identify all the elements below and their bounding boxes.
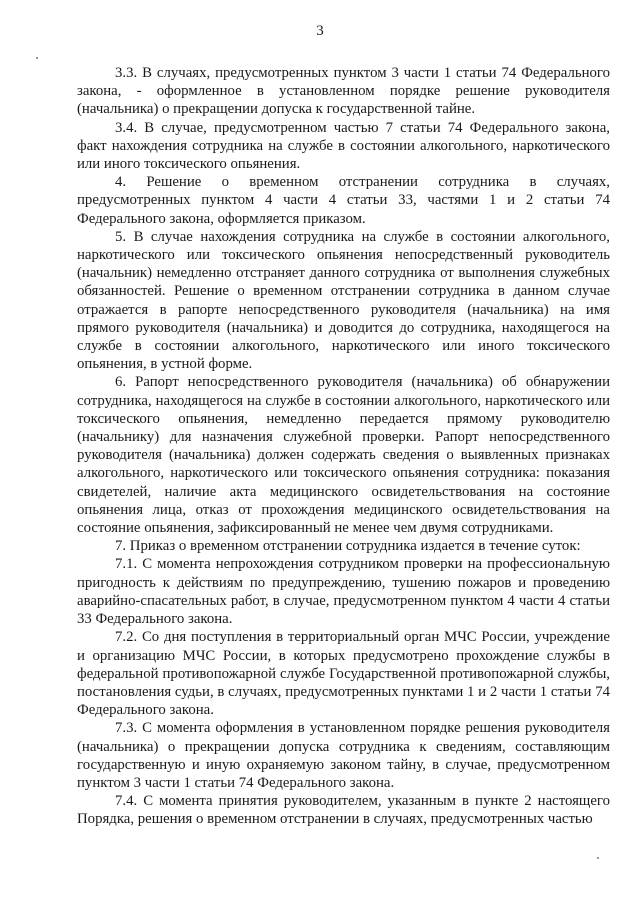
paragraph-4: 4. Решение о временном отстранении сотрудника в случаях, предусмотренных пунктом 4 части 4 статьи 33, частями 1 и 2 статьи 74 Федерального закона, оформляется приказом. [77, 174, 610, 227]
paragraph-7-4: 7.4. С момента принятия руководителем, указанным в пункте 2 настоящего Порядка, решения о временном отстранении в случаях, предусмотренных частью [77, 793, 610, 828]
paragraph-3-4: 3.4. В случае, предусмотренном частью 7 статьи 74 Федерального закона, факт нахождения сотрудника на службе в состоянии алкогольного, наркотического или иного токсического опьянения. [77, 119, 610, 173]
scan-speck [36, 57, 38, 59]
paragraph-5: 5. В случае нахождения сотрудника на службе в состоянии алкогольного, наркотического или токсического опьянения непосредственный руководитель (начальник) немедленно отстраняет данного сотрудника от выполнения служебных обязанностей. Решение о временном отстранении сотрудника в данном случае отражается в рапорте непосредственного руководителя (начальника) на имя прямого руководителя (начальника) и доводится до сотрудника, находящегося на службе в состоянии алкогольного, наркотического или иного токсического опьянения, в устной форме. [77, 228, 610, 373]
scan-speck [597, 857, 599, 859]
page-number: 3 [316, 23, 324, 39]
document-body [77, 64, 610, 829]
paragraph-3-3: 3.3. В случаях, предусмотренных пунктом 3 части 1 статьи 74 Федерального закона, - оформленное в установленном порядке решение руководителя (начальника) о прекращении допуска к государственной тайне. [77, 65, 610, 118]
paragraph-7-2: 7.2. Со дня поступления в территориальный орган МЧС России, учреждение и организацию МЧС России, в которых предусмотрено прохождение службы в федеральной противопожарной службе Государственной противопожарной службы, постановления судьи, в случаях, предусмотренных пунктами 1 и 2 части 1 статьи 74 Федерального закона. [77, 629, 610, 719]
paragraph-7-1: 7.1. С момента непрохождения сотрудником проверки на профессиональную пригодность к действиям по предупреждению, тушению пожаров и проведению аварийно-спасательных работ, в случае, предусмотренном пунктом 4 части 4 статьи 33 Федерального закона. [77, 556, 610, 628]
paragraph-7: 7. Приказ о временном отстранении сотрудника издается в течение суток: [115, 538, 581, 555]
paragraph-7-3: 7.3. С момента оформления в установленном порядке решения руководителя (начальника) о прекращении допуска сотрудника к сведениям, составляющим государственную и иную охраняемую законом тайну, в случае, предусмотренном пунктом 3 части 1 статьи 74 Федерального закона. [77, 720, 610, 791]
paragraph-6: 6. Рапорт непосредственного руководителя (начальника) об обнаружении сотрудника, находящегося на службе в состоянии алкогольного, наркотического или токсического опьянения, немедленно передается прямому руководителю (начальнику) для назначения служебной проверки. Рапорт непосредственного руководителя (начальника) должен содержать сведения о выявленных признаках алкогольного, наркотического или токсического опьянения сотрудника: показания свидетелей, наличие акта медицинского освидетельствования на состояние опьянения лица, отказ от прохождения медицинского освидетельствования на состояние опьянения, зафиксированный не менее чем двумя сотрудниками. [77, 374, 610, 537]
